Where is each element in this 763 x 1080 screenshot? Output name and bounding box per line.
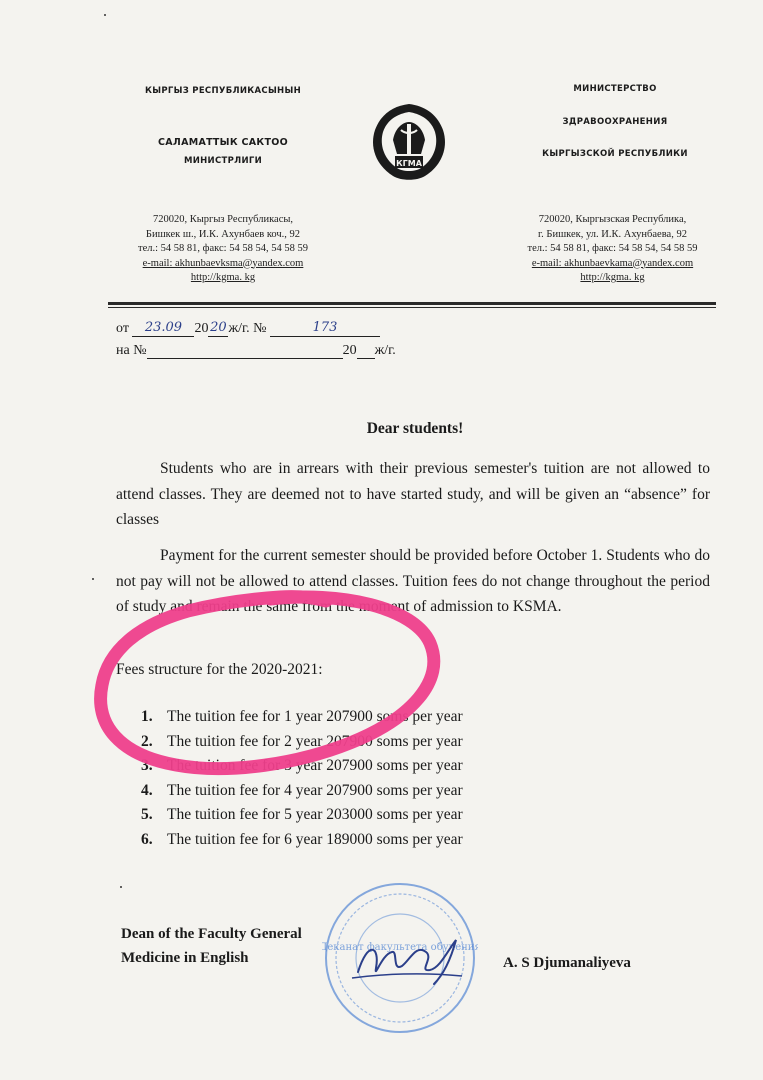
list-item: 6. The tuition fee for 6 year 189000 soms per year <box>141 830 463 848</box>
paragraph-arrears: Students who are in arrears with their previous semester's tuition are not allowed to attend classes. They are deemed not to have started study, and will be given an “absence” for classes <box>116 460 710 528</box>
website-link[interactable]: http://kgma. kg <box>190 272 256 283</box>
fees-heading: Fees structure for the 2020-2021: <box>116 661 323 678</box>
to-year-suffix: ж/г. <box>374 343 396 358</box>
highlight-circle <box>80 585 460 795</box>
from-prefix: от <box>116 321 129 336</box>
header-right-line3: КЫРГЫЗСКОЙ РЕСПУБЛИКИ <box>542 149 688 159</box>
stray-mark <box>104 14 106 16</box>
faculty-stamp <box>322 880 478 1036</box>
list-item: 4. The tuition fee for 4 year 207900 soms per year <box>141 781 463 799</box>
website-link[interactable]: http://kgma. kg <box>580 272 645 283</box>
header-right-line2: ЗДРАВООХРАНЕНИЯ <box>562 117 668 127</box>
header-left-address <box>108 213 338 286</box>
header-left-line1: КЫРГЫЗ РЕСПУБЛИКАСЫНЫН <box>144 86 301 96</box>
letter-title: Dear students! <box>366 420 464 437</box>
address-line: г. Бишкек, ул. И.К. Ахунбаева, 92 <box>538 228 687 240</box>
address-line: тел.: 54 58 81, факс: 54 58 54, 54 58 59 <box>138 243 308 254</box>
university-emblem <box>365 100 453 184</box>
address-line: 720020, Кыргызская Республика, <box>538 214 687 225</box>
paragraph-payment: Payment for the current semester should be provided before October 1. Students who do not pay will not be allowed to attend classes. Tuition fees do not change throughout the period of study and remain the same from the moment of admission to KSMA. <box>116 547 710 615</box>
header-right-address <box>495 213 730 286</box>
handwritten-number: 173 <box>312 320 338 335</box>
role-line: Dean of the Faculty General <box>121 926 302 942</box>
list-item: 2. The tuition fee for 2 year 207900 soms per year <box>141 732 463 750</box>
email-link[interactable]: e-mail: akhunbaevkama@yandex.com <box>531 257 694 269</box>
handwritten-year: 20 <box>210 320 227 335</box>
signatory-role <box>121 922 302 970</box>
role-line: Medicine in English <box>121 950 249 966</box>
header-divider <box>108 302 716 305</box>
email-link[interactable]: e-mail: akhunbaevksma@yandex.com <box>142 257 304 269</box>
address-line: тел.: 54 58 81, факс: 54 58 54, 54 58 59 <box>527 243 698 254</box>
stray-mark <box>92 578 94 580</box>
list-item: 1. The tuition fee for 1 year 207900 soms per year <box>141 708 463 725</box>
address-line: 720020, Кыргыз Республикасы, <box>152 214 294 225</box>
handwritten-date: 23.09 <box>144 320 183 335</box>
header-left-line3: МИНИСТРЛИГИ <box>183 156 263 166</box>
list-item: 5. The tuition fee for 5 year 203000 soms per year <box>141 806 463 824</box>
header-divider-thin <box>108 307 716 308</box>
emblem-text: КГМА <box>396 159 422 168</box>
address-line: Бишкек ш., И.К. Ахунбаев коч., 92 <box>145 228 301 240</box>
header-right-line1: МИНИСТЕРСТВО <box>573 84 657 94</box>
reference-to-line <box>116 342 396 359</box>
year-prefix: 20 <box>194 321 209 336</box>
to-year-prefix: 20 <box>342 343 357 358</box>
signatory-name: A. S Djumanaliyeva <box>503 955 631 971</box>
header-left-line2: САЛАМАТТЫК САКТОО <box>157 137 289 148</box>
list-item: 3. The tuition fee for 3 year 207900 soms per year <box>141 757 463 775</box>
stamp-text: Деканат факультета обучения <box>322 942 478 953</box>
reference-from-line <box>116 320 380 337</box>
to-prefix: на № <box>116 343 147 358</box>
year-suffix: ж/г. № <box>228 321 267 336</box>
stray-mark <box>120 886 122 888</box>
